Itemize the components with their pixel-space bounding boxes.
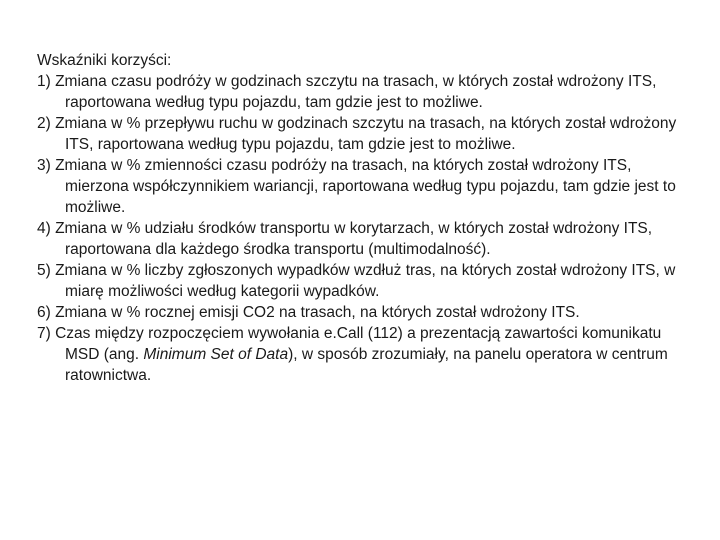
list-item: 4) Zmiana w % udziału środków transportu w korytarzach, w których został wdrożony ITS, raportowana dla każdego środka transportu (multimodalność).	[37, 220, 653, 258]
item-text-after: ), w sposób zrozumiały, na panelu operatora w centrum ratownictwa.	[65, 346, 668, 384]
list-item: 1) Zmiana czasu podróży w godzinach szczytu na trasach, w których został wdrożony ITS, raportowana według typu pojazdu, tam gdzie jest to możliwe.	[37, 73, 657, 111]
list-item	[37, 323, 677, 386]
indicator-list	[37, 71, 677, 386]
item-text-italic: Minimum Set of Data	[143, 346, 289, 363]
heading: Wskaźniki korzyści:	[37, 52, 172, 69]
item-text-before: 7) Czas między rozpoczęciem wywołania e.Call (112) a prezentacją zawartości komunikatu MSD (ang.	[37, 325, 662, 363]
list-item: 6) Zmiana w % rocznej emisji CO2 na trasach, na których został wdrożony ITS.	[37, 304, 580, 321]
list-item: 2) Zmiana w % przepływu ruchu w godzinach szczytu na trasach, na których został wdrożony ITS, raportowana według typu pojazdu, tam gdzie jest to możliwe.	[37, 115, 677, 153]
list-item: 3) Zmiana w % zmienności czasu podróży na trasach, na których został wdrożony ITS, mierzona współczynnikiem wariancji, raportowana według typu pojazdu, tam gdzie jest to możliwe.	[37, 157, 676, 216]
list-item: 5) Zmiana w % liczby zgłoszonych wypadków wzdłuż tras, na których został wdrożony ITS, w miarę możliwości według kategorii wypadków.	[37, 262, 676, 300]
text-body	[37, 50, 677, 386]
